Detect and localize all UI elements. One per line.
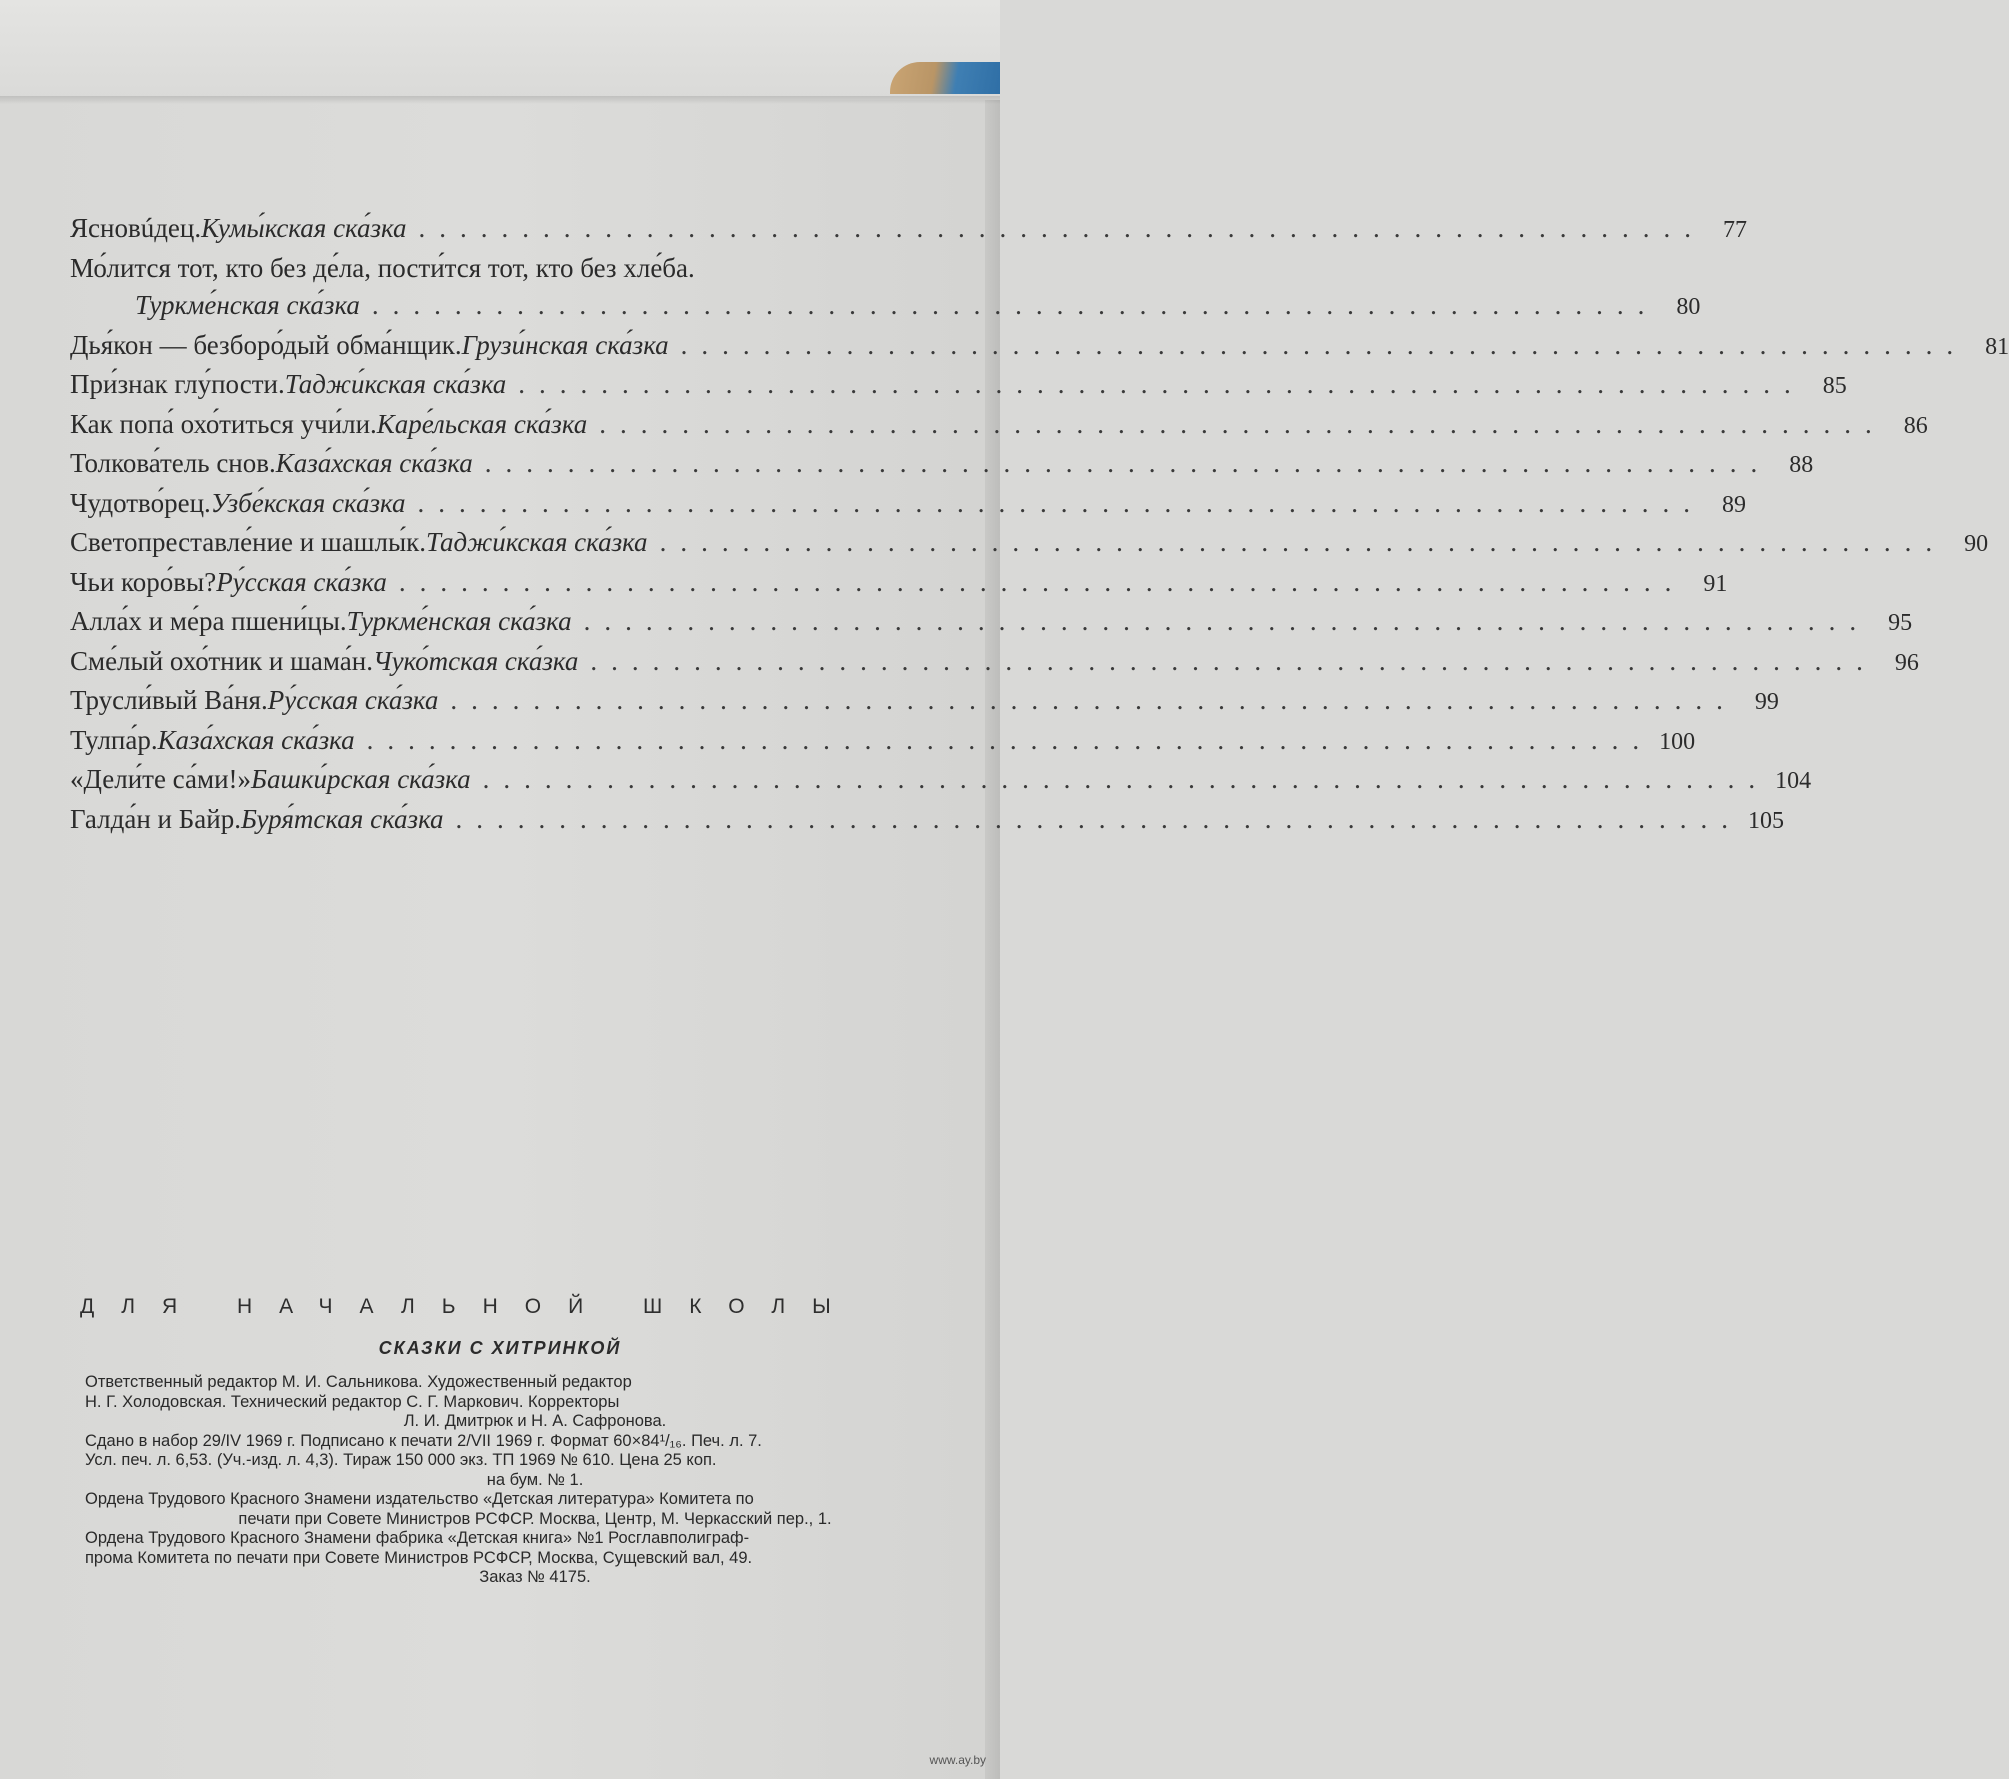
- colophon: [85, 1373, 985, 1588]
- entry-subtitle: Каза́хская ска́зка: [275, 448, 473, 478]
- entry-page-number: 90: [1964, 531, 1989, 557]
- entry-title: Ясновúдец.: [70, 213, 202, 243]
- entry-page-number: 80: [1676, 294, 1701, 320]
- toc-entry: [70, 643, 1919, 683]
- entry-page-number: 96: [1894, 649, 1919, 676]
- colophon-line: Л. И. Дмитрюк и Н. А. Сафронова.: [403, 1412, 667, 1430]
- entry-subtitle: Кумы́кская ска́зка: [201, 213, 407, 243]
- entry-title: Сме́лый охо́тник и шама́н.: [70, 645, 373, 676]
- entry-subtitle: Узбе́кская ска́зка: [210, 487, 406, 518]
- entry-page-number: 99: [1754, 689, 1779, 715]
- colophon-line: Ответственный редактор М. И. Сальникова. Художественный редактор: [85, 1373, 632, 1391]
- leader-dots: ..............................................................: [398, 566, 1686, 597]
- entry-page-number: 104: [1775, 768, 1812, 794]
- entry-subtitle: Ру́сская ска́зка: [267, 685, 439, 715]
- leader-dots: ..............................................................: [590, 645, 1877, 676]
- entry-title: Трусли́вый Ва́ня.: [70, 685, 268, 715]
- book-cover-corner: [890, 62, 1000, 94]
- entry-subtitle: Туркме́нская ска́зка: [135, 290, 360, 320]
- entry-page-number: 77: [1723, 217, 1747, 243]
- toc-entry: [70, 722, 1696, 762]
- entry-subtitle: Ру́сская ска́зка: [216, 566, 387, 597]
- colophon-line: прома Комитета по печати при Совете Министров РСФСР, Москва, Сущевский вал, 49.: [85, 1548, 753, 1567]
- leader-dots: ..............................................................: [482, 764, 1770, 794]
- toc-entry: [70, 524, 1989, 564]
- entry-title: Галда́н и Байр.: [70, 803, 241, 834]
- entry-subtitle: Таджи́кская ска́зка: [425, 527, 648, 557]
- entry-page-number: 100: [1659, 728, 1696, 755]
- leader-dots: ..............................................................: [418, 213, 1705, 243]
- entry-title: При́знак глу́пости.: [70, 369, 285, 399]
- watermark: www.ay.by: [929, 1753, 986, 1767]
- toc-entry: [70, 485, 1746, 525]
- entry-subtitle: Башки́рская ска́зка: [251, 764, 471, 794]
- toc-entry: [70, 564, 1728, 604]
- leader-dots: ..............................................................: [417, 487, 1704, 518]
- leader-dots: ..............................................................: [484, 448, 1772, 478]
- entry-page-number: 105: [1748, 807, 1785, 834]
- toc-entry: [70, 682, 1779, 722]
- book-background: [0, 0, 1000, 100]
- colophon-line: Усл. печ. л. 6,53. (Уч.-изд. л. 4,3). Тираж 150 000 экз. ТП 1969 № 610. Цена 25 коп.: [85, 1451, 717, 1469]
- leader-dots: ..............................................................: [659, 527, 1947, 557]
- entry-page-number: 91: [1703, 570, 1728, 597]
- entry-page-number: 88: [1789, 452, 1814, 478]
- entry-title: Светопреставле́ние и шашлы́к.: [70, 527, 426, 557]
- leader-dots: ..............................................................: [450, 685, 1737, 715]
- entry-subtitle: Буря́тская ска́зка: [240, 803, 444, 834]
- entry-title: Как попа́ охо́титься учи́ли.: [70, 408, 377, 439]
- entry-page-number: 89: [1721, 491, 1746, 518]
- toc-entry: [70, 603, 1913, 643]
- leader-dots: ..............................................................: [366, 724, 1654, 755]
- entry-title: Чудотво́рец.: [70, 487, 211, 518]
- colophon-line: печати при Совете Министров РСФСР. Москва, Центр, М. Черкасский пер., 1.: [238, 1509, 832, 1528]
- toc-entry: [70, 445, 1814, 485]
- toc-entry: [70, 210, 1747, 250]
- toc-entry: [70, 761, 1812, 801]
- entry-title: Дья́кон — безборо́дый обма́нщик.: [70, 329, 462, 360]
- entry-subtitle: Туркме́нская ска́зка: [346, 606, 572, 636]
- entry-title: Чьи коро́вы?: [70, 566, 217, 597]
- series-heading: ДЛЯ НАЧАЛЬНОЙ ШКОЛЫ: [80, 1295, 858, 1318]
- entry-page-number: 85: [1822, 373, 1847, 399]
- leader-dots: ..............................................................: [371, 290, 1659, 320]
- entry-page-number: 86: [1903, 412, 1928, 439]
- entry-title: Толкова́тель снов.: [70, 448, 276, 478]
- colophon-line: Сдано в набор 29/IV 1969 г. Подписано к печати 2/VII 1969 г. Формат 60×84¹/₁₆. Печ. л. 7.: [85, 1431, 762, 1450]
- leader-dots: ..............................................................: [583, 606, 1871, 636]
- colophon-line: Ордена Трудового Красного Знамени фабрика «Детская книга» №1 Росглавполиграф-: [85, 1529, 750, 1547]
- entry-page-number: 81: [1985, 333, 2009, 360]
- toc-entry: [70, 406, 1928, 446]
- page-top-shadow: [0, 96, 1000, 104]
- toc-entry: [70, 250, 1701, 327]
- entry-subtitle: Чуко́тская ска́зка: [372, 645, 579, 676]
- colophon-line: Н. Г. Холодовская. Технический редактор С. Г. Маркович. Корректоры: [85, 1392, 620, 1411]
- book-title: СКАЗКИ С ХИТРИНКОЙ: [378, 1338, 622, 1358]
- entry-page-number: 95: [1888, 610, 1913, 636]
- entry-subtitle: Каре́льская ска́зка: [376, 408, 588, 439]
- entry-title: Тулпа́р.: [70, 724, 158, 755]
- entry-subtitle: Таджи́кская ска́зка: [284, 369, 507, 399]
- leader-dots: ..............................................................: [680, 329, 1968, 360]
- colophon-line: Ордена Трудового Красного Знамени издательство «Детская литература» Комитета по: [85, 1490, 754, 1508]
- leader-dots: ..............................................................: [518, 369, 1805, 399]
- entry-title: Мо́лится тот, кто без де́ла, пости́тся тот, кто без хле́ба.: [70, 252, 695, 283]
- toc-entry: [70, 366, 1847, 406]
- colophon-line: на бум. № 1.: [486, 1470, 584, 1489]
- entry-title: Алла́х и ме́ра пшени́цы.: [70, 606, 347, 636]
- table-of-contents: [70, 210, 2009, 840]
- toc-entry: [70, 801, 1785, 841]
- leader-dots: ..............................................................: [599, 408, 1886, 439]
- entry-title: «Дели́те са́ми!»: [70, 764, 252, 794]
- entry-subtitle: Грузи́нская ска́зка: [461, 329, 669, 360]
- entry-subtitle: Каза́хская ска́зка: [157, 724, 355, 755]
- colophon-line: Заказ № 4175.: [479, 1568, 591, 1586]
- toc-entry: [70, 327, 2009, 367]
- leader-dots: ..............................................................: [455, 803, 1743, 834]
